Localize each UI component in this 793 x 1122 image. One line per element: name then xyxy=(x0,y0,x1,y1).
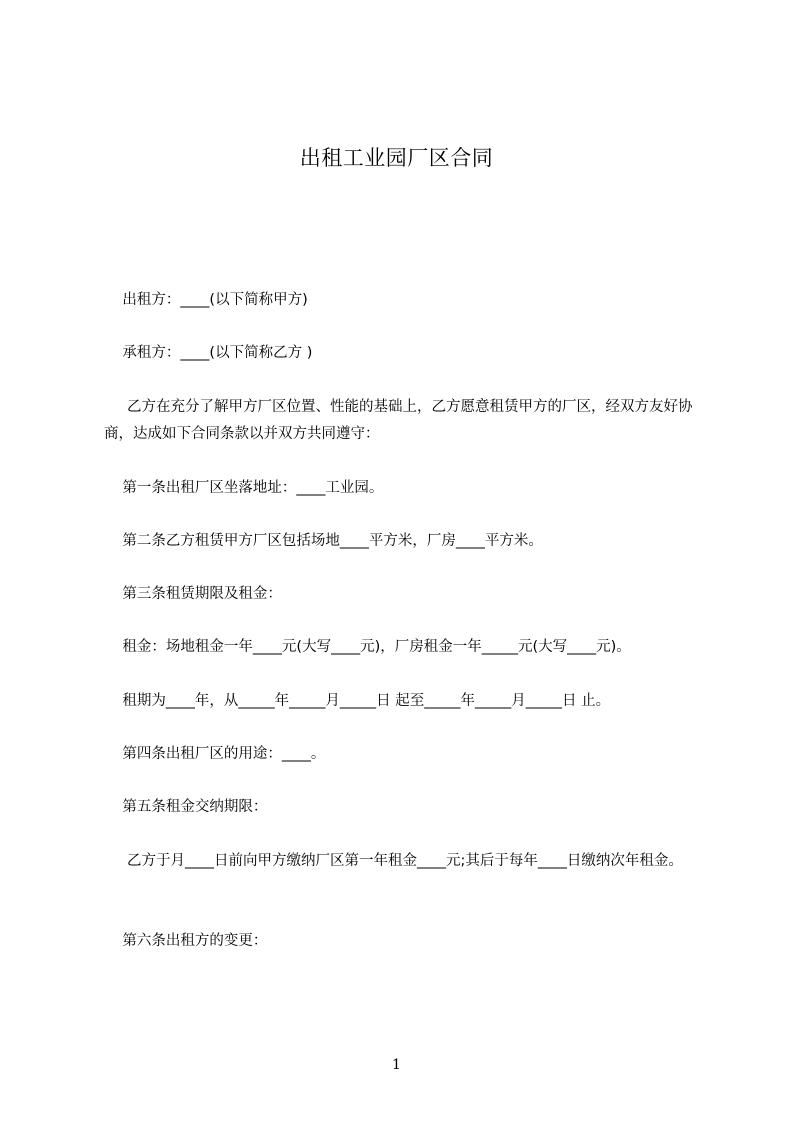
paragraph-article-6: 第六条出租方的变更： xyxy=(104,933,268,949)
paragraph-lessee: 承租方：____(以下简称乙方 ) xyxy=(104,345,313,361)
paragraph-preamble: 乙方在充分了解甲方厂区位置、性能的基础上，乙方愿意租赁甲方的厂区，经双方友好协商，达成如下合同条款以并双方共同遵守： xyxy=(104,399,693,442)
paragraph-article-2: 第二条乙方租赁甲方厂区包括场地____平方米，厂房____平方米。 xyxy=(104,533,543,549)
paragraph-lessor: 出租方：____(以下简称甲方) xyxy=(104,292,308,308)
paragraph-payment: 乙方于月____日前向甲方缴纳厂区第一年租金____元;其后于每年____日缴纳次年租金。 xyxy=(104,853,683,869)
paragraph-article-1: 第一条出租厂区坐落地址：____工业园。 xyxy=(104,480,384,496)
paragraph-article-3: 第三条租赁期限及租金： xyxy=(104,586,282,602)
paragraph-term: 租期为____年，从_____年_____月_____日 起至_____年_____月_____日 止。 xyxy=(104,693,611,709)
paragraph-article-4: 第四条出租厂区的用途：____。 xyxy=(104,746,326,762)
page-number: 1 xyxy=(392,1057,401,1073)
document-title: 出租工业园厂区合同 xyxy=(299,146,494,170)
paragraph-rent: 租金：场地租金一年____元(大写____元)，厂房租金一年_____元(大写____元)。 xyxy=(104,639,631,655)
paragraph-article-5: 第五条租金交纳期限： xyxy=(104,799,268,815)
